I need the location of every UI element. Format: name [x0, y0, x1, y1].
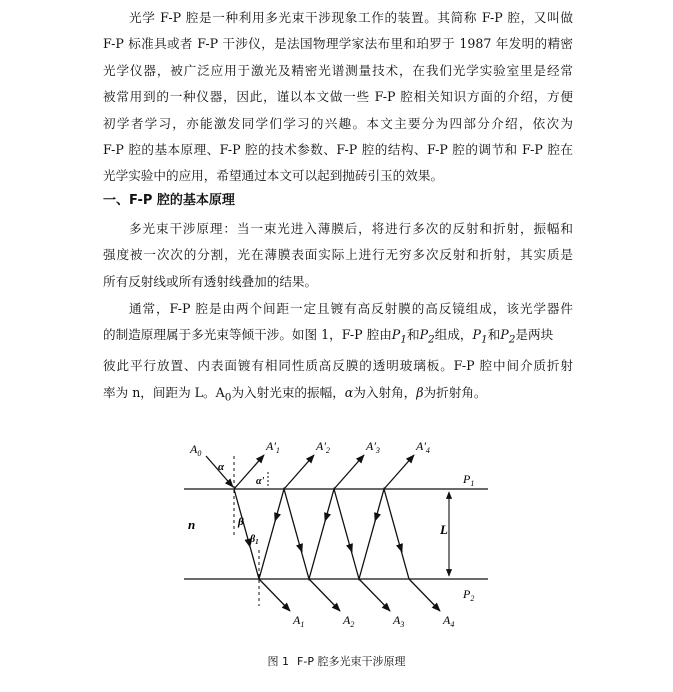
caption-number: 图 1	[267, 655, 290, 668]
label-incidence-angle: α	[218, 461, 225, 473]
fp-interference-diagram	[170, 428, 500, 638]
internal-zigzag-ray	[234, 489, 409, 579]
label-transmitted-3: $A_3$	[393, 613, 405, 629]
principle-line: 强度被一次次的分割，光在薄膜表面实际上进行无穷多次反射和折射，其实质是	[103, 247, 573, 263]
label-reflected-2: $A'_2$	[316, 439, 330, 455]
symbol-p1: $P_1$	[472, 327, 488, 346]
caption-text: F-P 腔多光束干涉原理	[297, 655, 406, 668]
structure-line	[103, 380, 573, 411]
intro-line: 光学仪器，被广泛应用于激光及精密光谱测量技术，在我们光学实验室里是经常	[103, 62, 573, 78]
structure-paragraph	[103, 296, 573, 411]
structure-line: 彼此平行放置、内表面镀有相同性质高反膜的透明玻璃板。F-P 腔中间介质折射	[103, 358, 573, 374]
label-transmitted-2: $A_2$	[343, 613, 355, 629]
label-p2: $P_2$	[463, 587, 475, 603]
label-reflected-4: $A'_4$	[416, 439, 430, 455]
reflected-ray-2	[284, 455, 314, 489]
reflected-ray-4	[384, 455, 414, 489]
text-run: 组成，	[434, 327, 473, 343]
transmitted-ray-3	[359, 579, 390, 611]
intro-line: 光学 F-P 腔是一种利用多光束干涉现象工作的装置。其简称 F-P 腔，又叫做	[129, 10, 573, 25]
intro-line: F-P 标准具或者 F-P 干涉仪，是法国物理学家法布里和珀罗于 1987 年发明的精密	[103, 36, 573, 52]
text-run: 和	[406, 327, 420, 343]
label-beta-1: $\beta_1$	[250, 534, 259, 546]
label-refractive-index: n	[188, 517, 196, 532]
text-run: 和	[487, 327, 501, 343]
principle-line: 所有反射线或所有透射线叠加的结果。	[103, 273, 318, 289]
label-spacing: L	[440, 522, 448, 537]
intro-line: 光学实验中的应用，希望通过本文可以起到抛砖引玉的效果。	[103, 168, 444, 184]
principle-line: 多光束干涉原理：当一束光进入薄膜后，将进行多次的反射和折射，振幅和	[129, 221, 573, 236]
figure-caption	[0, 653, 673, 669]
structure-line: 通常，F-P 腔是由两个间距一定且镀有高反射膜的高反镜组成，该光学器件	[129, 301, 573, 316]
symbol-a0: $A_0$	[215, 384, 232, 404]
label-reflected-3: $A'_3$	[366, 439, 380, 455]
structure-line	[103, 322, 573, 353]
text-run: 的制造原理属于多光束等倾干涉。如图 1，F-P 腔由	[103, 327, 392, 343]
section-heading: 一、F-P 腔的基本原理	[103, 193, 235, 208]
text-run: 率为 n，间距为 L。	[103, 384, 216, 400]
intro-paragraph	[103, 5, 573, 190]
symbol-p2: $P_2$	[419, 327, 435, 346]
intro-line: F-P 腔的基本原理、F-P 腔的技术参数、F-P 腔的结构、F-P 腔的调节和 F-P 腔在	[103, 142, 573, 158]
symbol-p2: $P_2$	[500, 327, 516, 346]
label-alpha-prime: α'	[256, 476, 265, 487]
label-transmitted-4: $A_4$	[443, 613, 455, 629]
symbol-alpha: α	[344, 384, 354, 400]
label-a0: $A_0$	[190, 442, 202, 458]
text-run: 是两块	[515, 327, 554, 343]
transmitted-ray-4	[409, 579, 440, 611]
reflected-ray-3	[334, 455, 364, 489]
principle-paragraph	[103, 216, 573, 295]
label-refraction-angle: β	[238, 516, 244, 528]
symbol-p1: $P_1$	[391, 327, 407, 346]
label-transmitted-1: $A_1$	[293, 613, 305, 629]
label-reflected-1: $A'_1$	[266, 439, 280, 455]
intro-line: 初学者学习，亦能激发同学们学习的兴趣。本文主要分为四部分介绍，依次为	[103, 115, 573, 131]
transmitted-ray-2	[309, 579, 340, 611]
label-p1: $P_1$	[463, 472, 475, 488]
text-run: 为入射角，	[353, 384, 417, 400]
text-run: 为入射光束的振幅，	[231, 384, 345, 400]
intro-line: 被常用到的一种仪器，因此，谨以本文做一些 F-P 腔相关知识方面的介绍，方便	[103, 89, 573, 105]
transmitted-ray-1	[259, 579, 290, 611]
symbol-beta: β	[416, 384, 424, 400]
text-run: 为折射角。	[423, 384, 487, 400]
